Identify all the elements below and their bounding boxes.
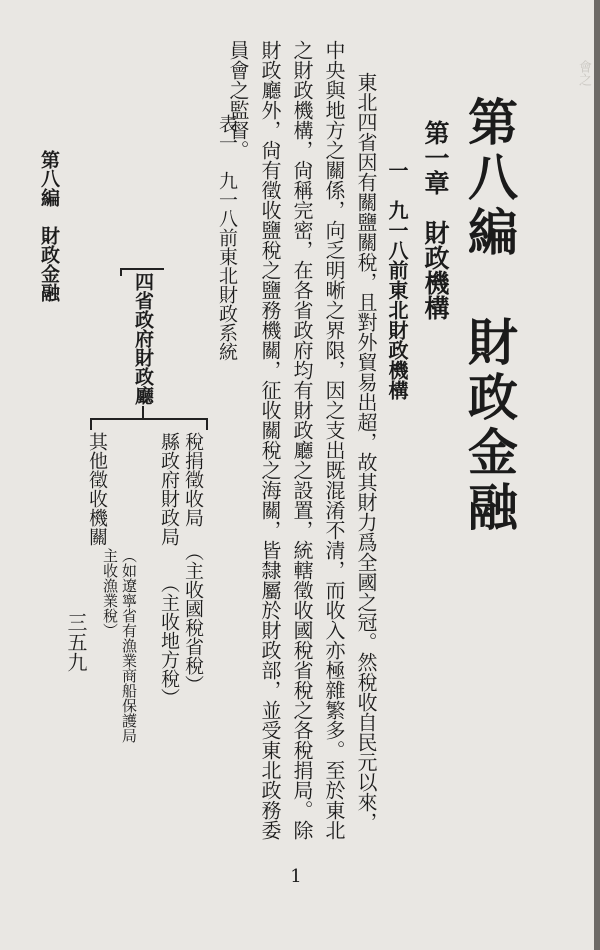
diagram-branch-connector	[90, 418, 208, 420]
bleed-through-decoration	[557, 60, 573, 73]
diagram-branch-1-label: 稅捐徵收局	[182, 432, 204, 527]
diagram-root-bracket	[120, 268, 164, 270]
body-line-2: 中央與地方之關係，向乏明晰之界限，因之支出既混淆不清，而收入亦極雜繁多。至於東北	[322, 40, 346, 840]
body-line-5: 員會之監督。	[226, 40, 250, 160]
body-line-4: 財政廳外，尙有徵收鹽稅之鹽務機關，征收關稅之海關，皆隸屬於財政部，並受東北政務委	[258, 40, 282, 840]
diagram-branch-connector	[90, 418, 92, 430]
table-title: 表一 九一八前東北財政系統	[216, 114, 238, 361]
bleed-through-decoration: 會之	[576, 60, 591, 411]
diagram-root-bracket	[120, 268, 122, 276]
diagram-branch-3-label: 其他徵收機關	[86, 432, 108, 546]
diagram-branch-2-label: 縣政府財政局	[158, 432, 180, 546]
footer-page-number: 1	[290, 866, 302, 887]
section-title: 一 九一八前東北財政機構	[385, 160, 409, 400]
body-line-3: 之財政機構，尙稱完密，在各省政府均有財政廳之設置，統轄徵收國稅省稅之各稅捐局。除	[290, 40, 314, 840]
running-header: 第八編 財政金融	[38, 150, 60, 302]
body-line-1: 東北四省因有關鹽關稅，且對外貿易出超，故其財力爲全國之冠。然稅收自民元以來，	[354, 72, 378, 832]
diagram-branch-connector	[142, 406, 144, 420]
diagram-branch-1-note: （主收國稅省稅）	[182, 542, 204, 694]
page-number-cjk: 三五九	[64, 612, 88, 672]
diagram-branch-connector	[206, 418, 208, 430]
diagram-root: 四省政府財政廳	[132, 272, 154, 405]
diagram-branch-2-note: （主收地方稅）	[158, 574, 180, 707]
chapter-title: 第一章 財政機構	[421, 120, 450, 320]
diagram-branch-3-note: （如遼寧省有漁業商船保護局主收漁業稅）	[101, 548, 138, 743]
scan-edge	[594, 0, 600, 950]
part-title: 第八編 財政金融	[460, 96, 519, 536]
